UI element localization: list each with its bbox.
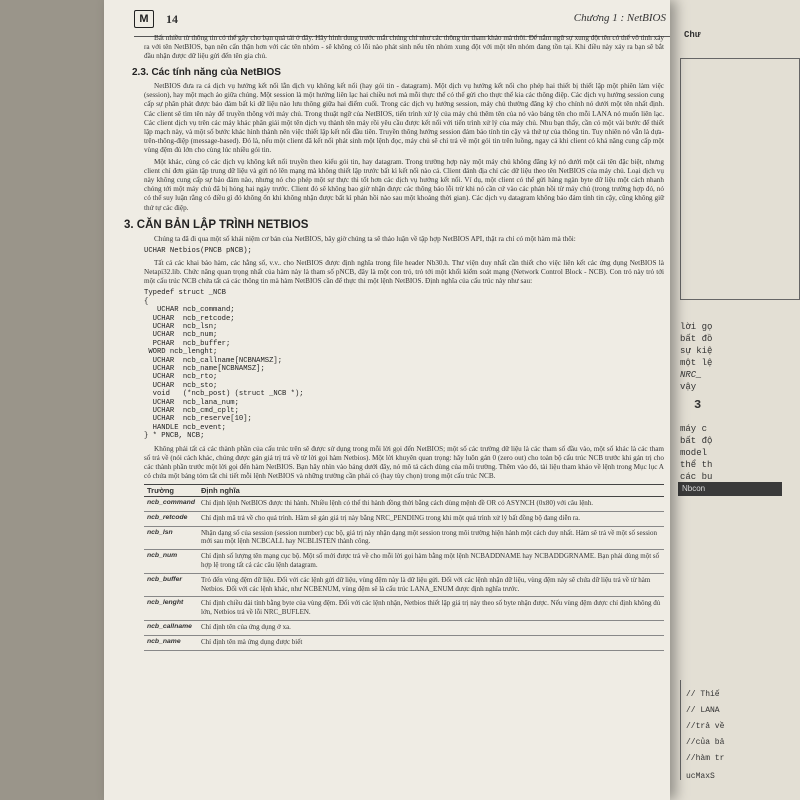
- facing-page-code: //hàm tr: [686, 754, 725, 763]
- table-header-cell: Trường: [144, 485, 198, 497]
- field-definition: Chỉ định lệnh NetBIOS được thi hành. Nhiều lệnh có thể thi hành đồng thời bằng cách dùng mệnh đề OR có ASYNCH (0x80) với câu lệnh.: [198, 497, 664, 512]
- table-row: [144, 511, 664, 526]
- field-definition: Chỉ định chiều dài tính bằng byte của vùng đệm. Đối với các lệnh nhận, Netbios thiết lập giá trị này theo số byte nhận được. Nếu vùng đệm được chỉ định không đủ lớn, Netbios trả về lỗi NRC_BUFLEN.: [198, 597, 664, 621]
- facing-page-box: [680, 58, 800, 300]
- page-header: [104, 8, 670, 30]
- facing-page-line: các bu: [680, 472, 713, 482]
- publisher-logo: M: [134, 10, 154, 28]
- table-header-cell: Định nghĩa: [198, 485, 664, 497]
- field-definition: Trỏ đến vùng đệm dữ liệu. Đối với các lệnh gửi dữ liệu, vùng đệm này là dữ liệu gửi. Đối với các lệnh nhận dữ liệu, vùng đệm này sẽ chứa dữ liệu trả về từ hàm Netbios. Đối với các lệnh khác, như NCBENUM, vùng đệm sẽ là cấu trúc LANA_ENUM được định nghĩa trước.: [198, 573, 664, 597]
- facing-page-section: 3: [694, 398, 702, 412]
- facing-page-line: sự kiệ: [680, 346, 713, 356]
- facing-page-line: thể th: [680, 460, 713, 470]
- facing-page-line: lời gọ: [680, 322, 713, 332]
- section-heading: 2.3. Các tính năng của NetBIOS: [132, 67, 281, 79]
- field-definition: Chỉ định mã trả về cho quá trình. Hàm sẽ gán giá trị này bằng NRC_PENDING trong khi một quá trình xử lý bất đồng bộ đang diễn ra.: [198, 511, 664, 526]
- book-page: [104, 0, 670, 800]
- struct-code-block: Typedef struct _NCB { UCHAR ncb_command; UCHAR ncb_retcode; UCHAR ncb_lsn; UCHAR ncb_num; PCHAR ncb_buffer; WORD ncb_lenght; UCHAR ncb_callname[NCBNAMSZ]; UCHAR ncb_name[NCBNAMSZ]; UCHAR ncb_rto; UCHAR ncb_sto; void (*ncb_post) (struct _NCB *); UCHAR ncb_lana_num; UCHAR ncb_cmd_cplt; UCHAR ncb_reserve[10]; HANDLE ncb_event; } * PNCB, NCB;: [144, 289, 304, 441]
- paragraph: Không phải tất cả các thành phần của cấu trúc trên sẽ được sử dụng trong mỗi lời gọi đến NetBIOS; một số các trường dữ liệu là các tham số đầu vào, một số khác là các tham số trả về (nói cách khác, chúng được gán giá trị trả về từ lời gọi hàm Netbios). Một lời khuyên quan trọng: hãy luôn gán 0 (zero out) cho toàn bộ cấu trúc NCB trước khi gán trị cho các thành phần trước một lời gọi đến hàm NetBIOS. Bạn hãy nhìn vào bảng dưới đây, nó mô tả cách dùng của mỗi trường. Thêm vào đó, tài liệu tham khảo về lệnh trong Mục lục A có chứa một bảng tóm tắt chi tiết mỗi lệnh NetBIOS và những trường cần phải có (hay tùy chọn) trong một cấu trúc NCB.: [144, 444, 664, 480]
- field-name: ncb_callname: [144, 621, 198, 636]
- facing-page-code: // Thiế: [686, 690, 720, 699]
- intro-paragraph: Bất nhiều từ thông tin có thể gây cho bạn quá tải ở đây. Hãy hình dung trước mắt chúng chỉ như các thông tin tham khảo mà thôi. Để nắm ngữ sự xung đột tên có thể vô tình xảy ra với tên NetBIOS, bạn nên cẩn thận hơn với các tên nhóm - sẽ không có lỗi nào phát sinh nếu tên nhóm xung đột với một tên nhóm đang tồn tại. Khi điều này xảy ra bạn sẽ bắt đầu nhận được dữ liệu gửi đến tên gia chủ.: [144, 34, 664, 61]
- field-name: ncb_buffer: [144, 573, 198, 597]
- field-name: ncb_command: [144, 497, 198, 512]
- facing-page-tag: Nbcon: [678, 482, 782, 496]
- field-definition: Nhận dạng số của session (session number) cục bộ, giá trị này nhận dạng một session trong môi trường hiện hành một cách duy nhất. Hàm sẽ trả về một số session mới sau một lệnh NCBCALL hay NCBLISTEN thành công.: [198, 526, 664, 550]
- facing-page-code: ucMaxS: [686, 772, 715, 781]
- field-definition: Chỉ định tên của ứng dụng ở xa.: [198, 621, 664, 636]
- field-name: ncb_lsn: [144, 526, 198, 550]
- paragraph: Một khác, cùng có các dịch vụ không kết nối truyền theo kiểu gói tin, hay datagram. Trong trường hợp này một máy chủ không đăng ký nó dưới một cái tên đặc biệt, nhưng client chỉ đơn giản tập trung dữ liệu và gửi nó lên mạng mà không thiết lập trước bất kì kết nối nào cả. Client đánh địa chỉ các dữ liệu theo tên NetBIOS của máy chủ. Loại dịch vụ này không cung cấp sự bảo đảm nào, nhưng nó cho phép một sự thực thi tốt hơn các dịch vụ hướng kết nối. Ví dụ, một client có thể gửi hàng ngàn byte dữ liệu một cách nhanh chóng tới một máy chủ đã bị hỏng hai ngày trước. Client đó sẽ không bao giờ nhận được các thông báo lỗi trừ khi nó cần cứ vào các phản hồi từ máy chủ (trong trường hợp đó, nó có thể suy luận rằng có điều gì đó không ổn khi không nhận được bất kì phản hồi nào sau một khoảng thời gian). Các dịch vụ datagram không bảo đảm tính tin cậy, cũng không giữ thứ tự các điệp.: [144, 158, 664, 212]
- paragraph: Chúng ta đã đi qua một số khái niệm cơ bản của NetBIOS, bây giờ chúng ta sẽ thảo luận về tập hợp NetBIOS API, thật ra chỉ có một hàm mà thôi:: [154, 234, 576, 243]
- facing-page: [670, 0, 800, 800]
- facing-page-header: Chư: [684, 30, 701, 40]
- ncb-fields-table: [144, 484, 664, 651]
- facing-page-line: bất đồ: [680, 334, 713, 344]
- chapter-title: Chương 1 : NetBIOS: [573, 12, 666, 24]
- table-row: [144, 597, 664, 621]
- paragraph: Tất cả các khai báo hàm, các hằng số, v.v.. cho NetBIOS được định nghĩa trong file header Nb30.h. Thư viện duy nhất cần thiết cho việc liên kết các ứng dụng NetBIOS là Netapi32.lib. Chức năng quan trọng nhất của hàm này là tham số pNCB, đây là một con trỏ, trỏ tới một khối kiểm soát mạng (Network Control Block - NCB). Con trỏ này trỏ tới một cấu trúc NCB chứa tất cả các thông tin mà hàm NetBIOS cần để thực thi một lệnh NetBIOS. Định nghĩa của cấu trúc này như sau:: [144, 259, 664, 286]
- field-name: ncb_lenght: [144, 597, 198, 621]
- facing-page-line: một lệ: [680, 358, 713, 368]
- facing-page-line: máy c: [680, 424, 708, 434]
- section-heading: 3. CĂN BẢN LẬP TRÌNH NETBIOS: [124, 218, 309, 231]
- field-definition: Chỉ định số lượng tên mạng cục bộ. Một số mới được trả về cho mỗi lời gọi hàm bằng một lệnh NCBADDNAME hay NCBADDGRNAME. Bạn phải dùng một số hợp lệ trong tất cả các câu lệnh datagram.: [198, 550, 664, 574]
- page-number: 14: [166, 12, 178, 26]
- facing-page-line: vậy: [680, 382, 697, 392]
- field-name: ncb_name: [144, 635, 198, 650]
- table-row: [144, 573, 664, 597]
- facing-page-line: NRC_: [680, 370, 702, 380]
- facing-page-line: model: [680, 448, 708, 458]
- field-name: ncb_retcode: [144, 511, 198, 526]
- table-row: [144, 550, 664, 574]
- function-signature: UCHAR Netbios(PNCB pNCB);: [144, 246, 252, 255]
- paragraph: NetBIOS đưa ra cả dịch vụ hướng kết nối lẫn dịch vụ không kết nối (hay gói tin - datagram). Một dịch vụ hướng kết nối cho phép hai thiết bị thiết lập một phiên làm việc (session), hay một mạch ảo giữa chúng. Một session là một hướng liên lạc hai chiều nơi mà mỗi thực thể có thể gửi cho thực thể kia các thông điệp. Các dịch vụ hướng session cung cấp sự phân phát được bảo đảm bất kì dữ liệu nào lưu thông giữa hai điểm cuối. Trong các dịch vụ hướng session, máy chủ thường đăng ký cho chính nó dưới một tên nhất định. Các client sẽ tìm tên này để truyền thông với máy chủ. Trong thuật ngữ của NetBIOS, tiến trình xử lý của máy chủ thêm tên của nó vào bảng tên cho mỗi LANA nó muốn liên lạc. Các client dịch vụ trên các máy khác phân giải một tên dịch vụ thành tên máy rồi yêu cầu được kết nối với tiến trình xử lý của máy chủ. Nhu bạn thấy, cần có một vài bước để thiết lập mạch này, và một số bước khác hình thành nên việc thiết lập kết nối đầu tiên. Truyền thông hướng session đảm bảo tính tin cậy và thứ tự của thông tin. Tuy nhiên nó vẫn là dựa-trên-thông-điệp (message-based). Đó là, nếu một client đã kết nối phát sinh một lệnh đọc, máy chủ sẽ chỉ trả về một gói tin trên luồng, ngay cả khi client có khả năng cung cấp một vùng đệm đủ lớn cho cùng lúc nhiều gói tin.: [144, 82, 664, 154]
- table-row: [144, 526, 664, 550]
- table-row: [144, 635, 664, 650]
- field-definition: Chỉ định tên mà ứng dụng được biết: [198, 635, 664, 650]
- page-content: [124, 34, 664, 651]
- table-header-row: [144, 485, 664, 497]
- facing-page-code: //trả về: [686, 722, 725, 731]
- facing-page-line: bất độ: [680, 436, 713, 446]
- facing-page-code: // LANA: [686, 706, 720, 715]
- facing-page-code: //của bả: [686, 738, 725, 747]
- table-row: [144, 497, 664, 512]
- field-name: ncb_num: [144, 550, 198, 574]
- table-row: [144, 621, 664, 636]
